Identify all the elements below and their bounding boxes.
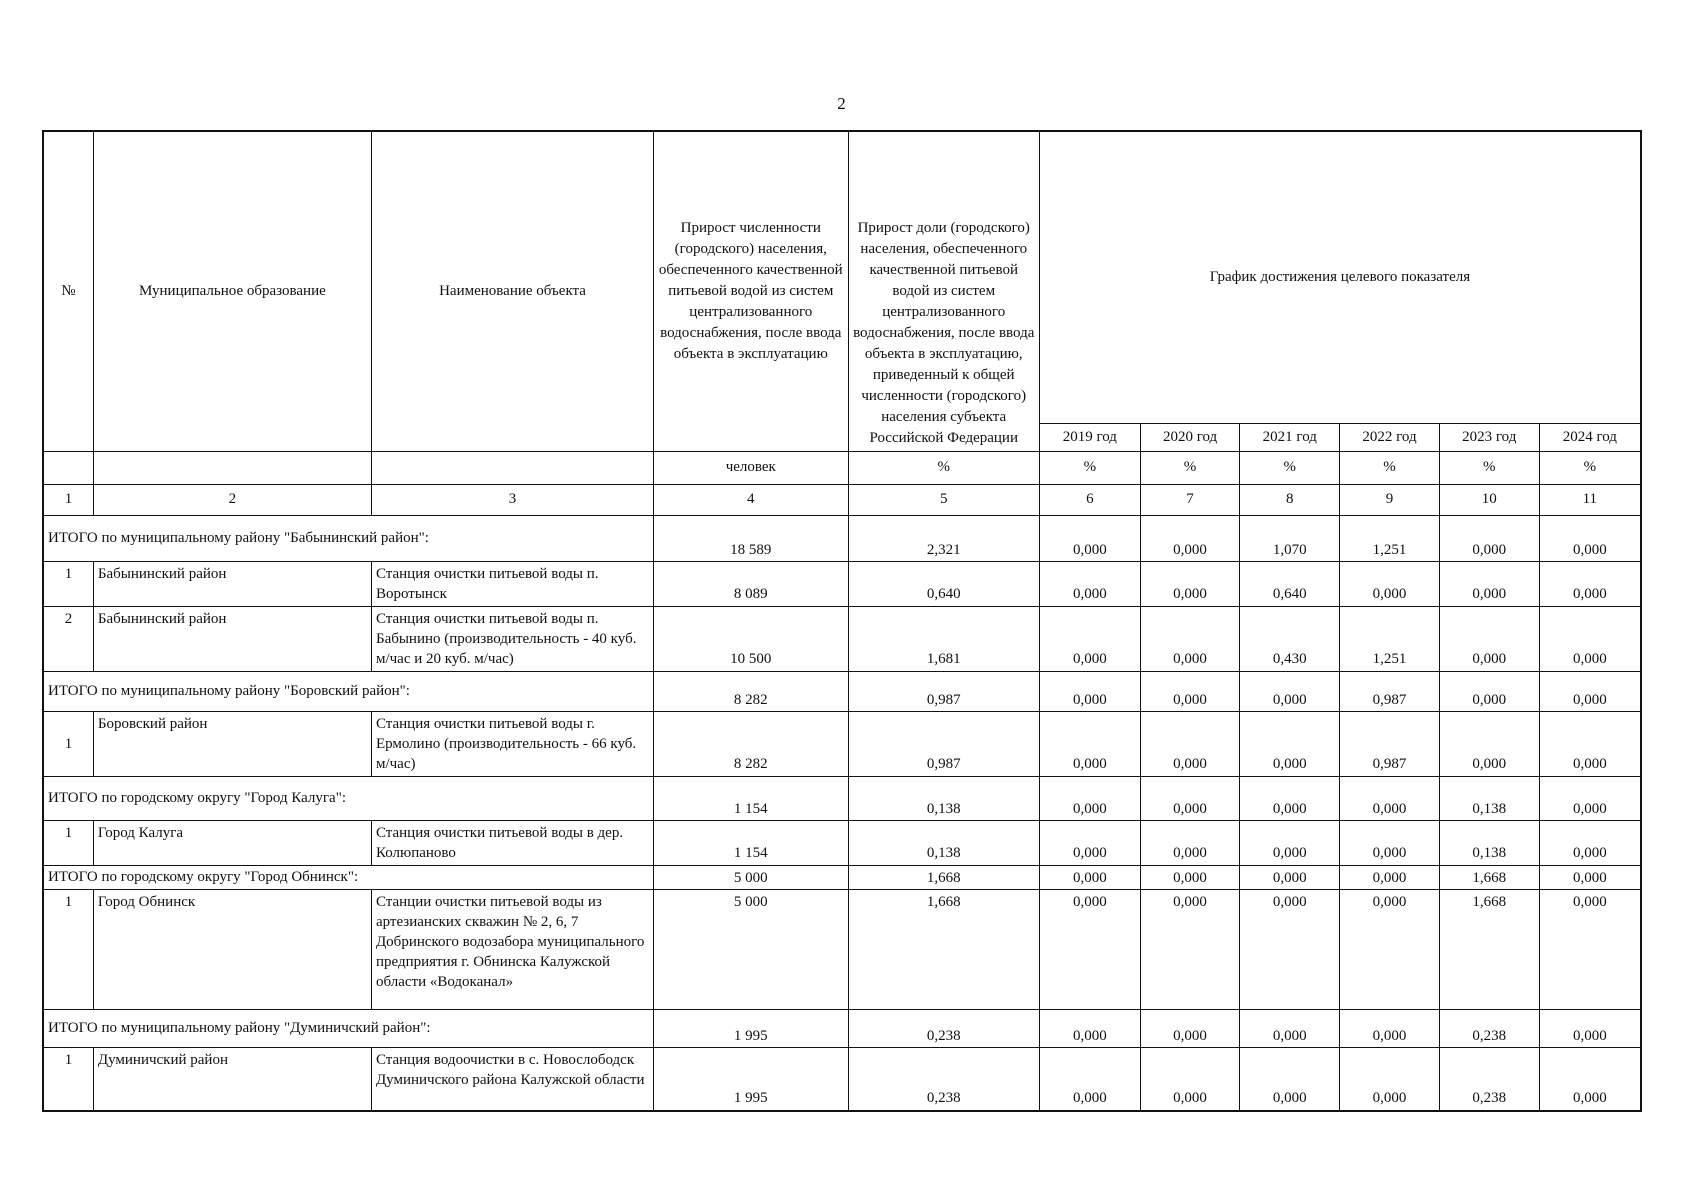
total-people: 5 000 (654, 865, 848, 889)
row-year-value: 0,000 (1539, 1047, 1641, 1111)
row-year-value: 0,000 (1140, 1047, 1240, 1111)
table-row (43, 1047, 1641, 1111)
row-year-value: 0,000 (1240, 820, 1340, 865)
unit-percent: % (848, 451, 1039, 484)
header-municipality: Муниципальное образование (93, 131, 371, 451)
row-people: 10 500 (654, 606, 848, 671)
column-number: 6 (1039, 484, 1140, 515)
row-share: 1,681 (848, 606, 1039, 671)
row-object: Станция водоочистки в с. Новослободск Думиничского района Калужской области (371, 1047, 653, 1111)
column-number: 11 (1539, 484, 1641, 515)
total-share: 0,138 (848, 776, 1039, 820)
table-row (43, 561, 1641, 606)
unit-percent: % (1340, 451, 1440, 484)
column-number: 8 (1240, 484, 1340, 515)
table-row (43, 711, 1641, 776)
row-year-value: 0,000 (1539, 606, 1641, 671)
total-people: 18 589 (654, 515, 848, 561)
row-municipality: Город Калуга (93, 820, 371, 865)
column-number: 7 (1140, 484, 1240, 515)
row-object: Станция очистки питьевой воды г. Ермолино (производительность - 66 куб. м/час) (371, 711, 653, 776)
total-year-value: 0,000 (1539, 776, 1641, 820)
total-share: 1,668 (848, 865, 1039, 889)
row-year-value: 0,000 (1240, 889, 1340, 1009)
total-year-value: 0,000 (1039, 515, 1140, 561)
row-year-value: 0,000 (1140, 820, 1240, 865)
row-year-value: 0,000 (1340, 561, 1440, 606)
row-share: 0,138 (848, 820, 1039, 865)
unit-percent: % (1039, 451, 1140, 484)
row-year-value: 0,000 (1340, 1047, 1440, 1111)
row-year-value: 0,000 (1039, 711, 1140, 776)
row-share: 1,668 (848, 889, 1039, 1009)
unit-percent: % (1539, 451, 1641, 484)
target-indicator-table (42, 130, 1642, 1112)
total-year-value: 0,000 (1539, 671, 1641, 711)
row-year-value: 0,000 (1240, 711, 1340, 776)
header-schedule: График достижения целевого показателя (1039, 131, 1641, 423)
total-year-value: 1,251 (1340, 515, 1440, 561)
header-year-2022: 2022 год (1340, 423, 1440, 451)
total-year-value: 0,000 (1340, 1009, 1440, 1047)
row-people: 8 089 (654, 561, 848, 606)
total-year-value: 0,000 (1340, 865, 1440, 889)
row-people: 8 282 (654, 711, 848, 776)
column-number: 1 (43, 484, 93, 515)
total-year-value: 0,238 (1439, 1009, 1539, 1047)
row-number: 1 (43, 889, 93, 1009)
table-row (43, 820, 1641, 865)
total-year-value: 0,000 (1439, 515, 1539, 561)
total-year-value: 0,000 (1140, 865, 1240, 889)
total-year-value: 1,070 (1240, 515, 1340, 561)
column-numbers-row (43, 484, 1641, 515)
row-municipality: Бабынинский район (93, 606, 371, 671)
row-year-value: 0,000 (1340, 889, 1440, 1009)
row-object: Станции очистки питьевой воды из артезианских скважин № 2, 6, 7 Добринского водозабора муниципального предприятия г. Обнинска Калужской области «Водоканал» (371, 889, 653, 1009)
row-year-value: 0,000 (1439, 606, 1539, 671)
total-share: 0,987 (848, 671, 1039, 711)
row-municipality: Боровский район (93, 711, 371, 776)
total-label: ИТОГО по муниципальному району "Боровский район": (43, 671, 654, 711)
header-year-2021: 2021 год (1240, 423, 1340, 451)
total-year-value: 0,000 (1539, 1009, 1641, 1047)
row-year-value: 1,668 (1439, 889, 1539, 1009)
total-people: 1 995 (654, 1009, 848, 1047)
total-row (43, 1009, 1641, 1047)
total-share: 2,321 (848, 515, 1039, 561)
row-year-value: 0,000 (1539, 711, 1641, 776)
total-share: 0,238 (848, 1009, 1039, 1047)
row-municipality: Думиничский район (93, 1047, 371, 1111)
total-label: ИТОГО по муниципальному району "Думиничский район": (43, 1009, 654, 1047)
row-year-value: 0,000 (1539, 820, 1641, 865)
total-year-value: 0,000 (1240, 776, 1340, 820)
column-number: 4 (654, 484, 848, 515)
row-year-value: 0,000 (1240, 1047, 1340, 1111)
total-year-value: 0,987 (1340, 671, 1440, 711)
total-year-value: 0,000 (1140, 671, 1240, 711)
column-number: 10 (1439, 484, 1539, 515)
total-year-value: 0,000 (1039, 1009, 1140, 1047)
row-year-value: 0,138 (1439, 820, 1539, 865)
row-year-value: 0,000 (1539, 561, 1641, 606)
units-row (43, 451, 1641, 484)
table-body (43, 515, 1641, 1111)
row-year-value: 0,000 (1439, 561, 1539, 606)
total-year-value: 0,000 (1039, 776, 1140, 820)
header-year-2019: 2019 год (1039, 423, 1140, 451)
row-year-value: 0,238 (1439, 1047, 1539, 1111)
unit-percent: % (1140, 451, 1240, 484)
total-year-value: 0,000 (1140, 515, 1240, 561)
total-year-value: 0,000 (1039, 865, 1140, 889)
row-share: 0,987 (848, 711, 1039, 776)
total-row (43, 776, 1641, 820)
row-number: 1 (43, 561, 93, 606)
total-people: 8 282 (654, 671, 848, 711)
column-number: 3 (371, 484, 653, 515)
table-header (43, 131, 1641, 515)
total-label: ИТОГО по городскому округу "Город Обнинск": (43, 865, 654, 889)
row-year-value: 0,000 (1039, 889, 1140, 1009)
row-year-value: 0,640 (1240, 561, 1340, 606)
row-people: 5 000 (654, 889, 848, 1009)
header-object: Наименование объекта (371, 131, 653, 451)
unit-percent: % (1240, 451, 1340, 484)
total-year-value: 0,000 (1240, 865, 1340, 889)
header-year-2020: 2020 год (1140, 423, 1240, 451)
row-number: 2 (43, 606, 93, 671)
table-row (43, 889, 1641, 1009)
row-object: Станция очистки питьевой воды п. Воротынск (371, 561, 653, 606)
header-no: № (43, 131, 93, 451)
row-year-value: 0,000 (1140, 711, 1240, 776)
row-year-value: 0,000 (1140, 561, 1240, 606)
row-year-value: 0,430 (1240, 606, 1340, 671)
column-number: 9 (1340, 484, 1440, 515)
row-number: 1 (43, 820, 93, 865)
row-year-value: 0,000 (1340, 820, 1440, 865)
total-year-value: 0,000 (1039, 671, 1140, 711)
total-row (43, 515, 1641, 561)
total-year-value: 0,000 (1539, 515, 1641, 561)
header-year-2024: 2024 год (1539, 423, 1641, 451)
total-year-value: 0,138 (1439, 776, 1539, 820)
row-object: Станция очистки питьевой воды п. Бабынино (производительность - 40 куб. м/час и 20 куб. м/час) (371, 606, 653, 671)
row-year-value: 0,000 (1439, 711, 1539, 776)
row-year-value: 0,000 (1039, 1047, 1140, 1111)
row-share: 0,640 (848, 561, 1039, 606)
header-year-2023: 2023 год (1439, 423, 1539, 451)
total-row (43, 671, 1641, 711)
row-year-value: 0,000 (1539, 889, 1641, 1009)
total-year-value: 0,000 (1140, 776, 1240, 820)
header-pop-increase: Прирост численности (городского) населения, обеспеченного качественной питьевой водой из систем централизованного водоснабжения, после ввода объекта в эксплуатацию (654, 131, 848, 451)
row-share: 0,238 (848, 1047, 1039, 1111)
total-year-value: 1,668 (1439, 865, 1539, 889)
row-year-value: 0,000 (1039, 561, 1140, 606)
unit-percent: % (1439, 451, 1539, 484)
total-label: ИТОГО по муниципальному району "Бабынинский район": (43, 515, 654, 561)
total-row (43, 865, 1641, 889)
total-year-value: 0,000 (1340, 776, 1440, 820)
row-people: 1 154 (654, 820, 848, 865)
row-year-value: 1,251 (1340, 606, 1440, 671)
total-year-value: 0,000 (1439, 671, 1539, 711)
total-year-value: 0,000 (1539, 865, 1641, 889)
total-people: 1 154 (654, 776, 848, 820)
total-year-value: 0,000 (1140, 1009, 1240, 1047)
header-share-increase: Прирост доли (городского) населения, обеспеченного качественной питьевой водой из систем централизованного водоснабжения, после ввода объекта в эксплуатацию, приведенный к общей численности (городского) населения субъекта Российской Федерации (848, 131, 1039, 451)
row-year-value: 0,000 (1039, 606, 1140, 671)
row-object: Станция очистки питьевой воды в дер. Колюпаново (371, 820, 653, 865)
row-number: 1 (43, 1047, 93, 1111)
total-year-value: 0,000 (1240, 1009, 1340, 1047)
row-people: 1 995 (654, 1047, 848, 1111)
total-label: ИТОГО по городскому округу "Город Калуга": (43, 776, 654, 820)
column-number: 2 (93, 484, 371, 515)
row-year-value: 0,987 (1340, 711, 1440, 776)
column-number: 5 (848, 484, 1039, 515)
row-municipality: Город Обнинск (93, 889, 371, 1009)
page-number: 2 (837, 94, 846, 113)
row-number: 1 (43, 711, 93, 776)
total-year-value: 0,000 (1240, 671, 1340, 711)
row-year-value: 0,000 (1140, 606, 1240, 671)
unit-people: человек (654, 451, 848, 484)
table-row (43, 606, 1641, 671)
row-municipality: Бабынинский район (93, 561, 371, 606)
row-year-value: 0,000 (1039, 820, 1140, 865)
row-year-value: 0,000 (1140, 889, 1240, 1009)
